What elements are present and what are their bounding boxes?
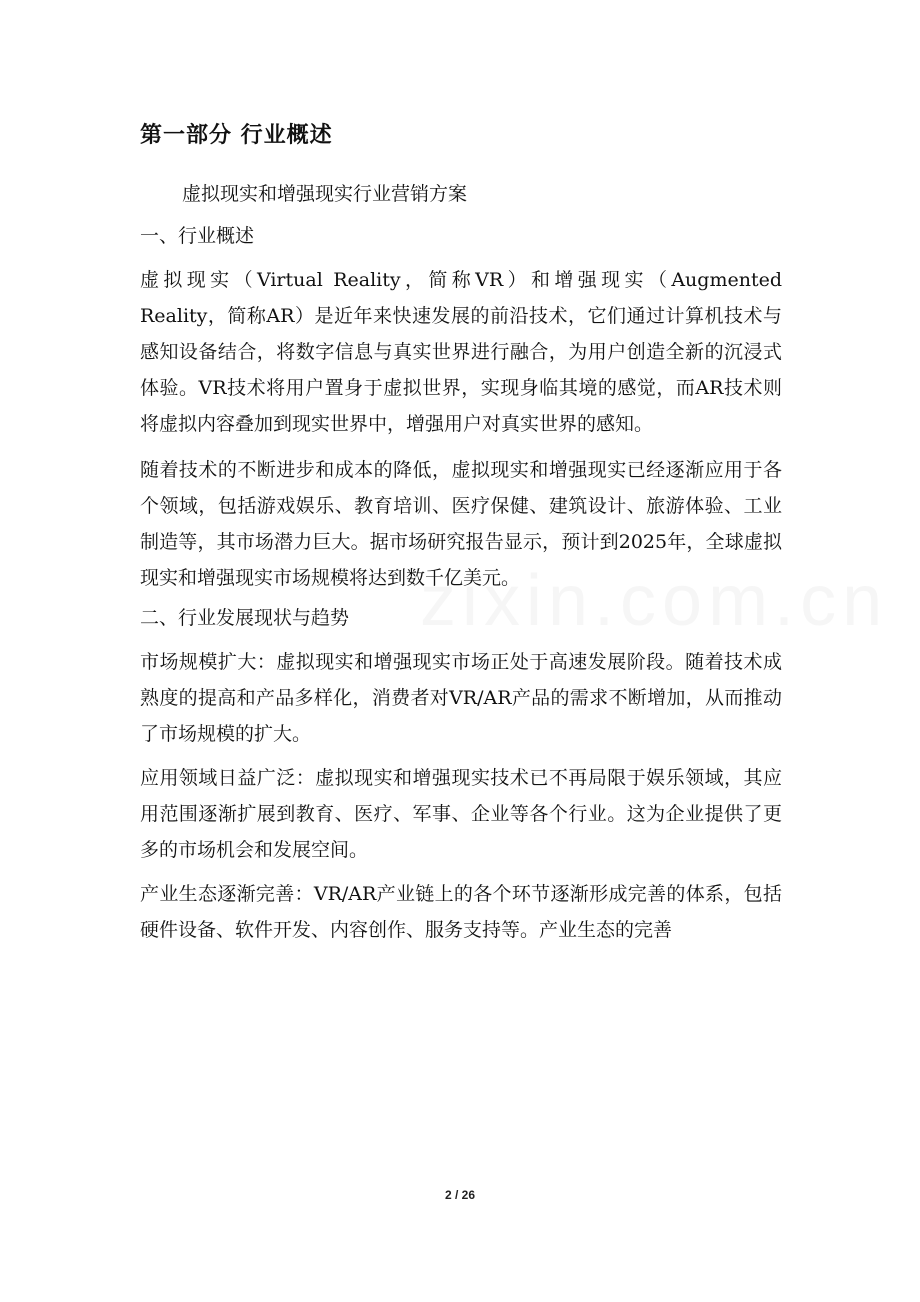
paragraph-5: 产业生态逐渐完善：VR/AR产业链上的各个环节逐渐形成完善的体系，包括硬件设备、软件开发、内容创作、服务支持等。产业生态的完善 xyxy=(140,883,782,941)
heading-industry-overview: 一、行业概述 xyxy=(140,225,255,247)
paragraph-3: 市场规模扩大：虚拟现实和增强现实市场正处于高速发展阶段。随着技术成熟度的提高和产品多样化，消费者对VR/AR产品的需求不断增加，从而推动了市场规模的扩大。 xyxy=(140,651,782,745)
document-title: 虚拟现实和增强现实行业营销方案 xyxy=(182,183,468,205)
paragraph-2: 随着技术的不断进步和成本的降低，虚拟现实和增强现实已经逐渐应用于各个领域，包括游戏娱乐、教育培训、医疗保健、建筑设计、旅游体验、工业制造等，其市场潜力巨大。据市场研究报告显示，预计到2025年，全球虚拟现实和增强现实市场规模将达到数千亿美元。 xyxy=(140,459,782,589)
page-content xyxy=(140,112,782,956)
page-number: 2 / 26 xyxy=(444,1188,476,1202)
watermark: zixin.com.cn xyxy=(420,561,889,641)
heading-status-trends: 二、行业发展现状与趋势 xyxy=(140,607,350,629)
paragraph-1: 虚拟现实（Virtual Reality，简称VR）和增强现实（Augmented Reality，简称AR）是近年来快速发展的前沿技术，它们通过计算机技术与感知设备结合，将数字信息与真实世界进行融合，为用户创造全新的沉浸式体验。VR技术将用户置身于虚拟世界，实现身临其境的感觉，而AR技术则将虚拟内容叠加到现实世界中，增强用户对真实世界的感知。 xyxy=(140,269,782,435)
paragraph-4: 应用领域日益广泛：虚拟现实和增强现实技术已不再局限于娱乐领域，其应用范围逐渐扩展到教育、医疗、军事、企业等各个行业。这为企业提供了更多的市场机会和发展空间。 xyxy=(140,767,782,861)
section-title: 第一部分 行业概述 xyxy=(140,123,333,148)
